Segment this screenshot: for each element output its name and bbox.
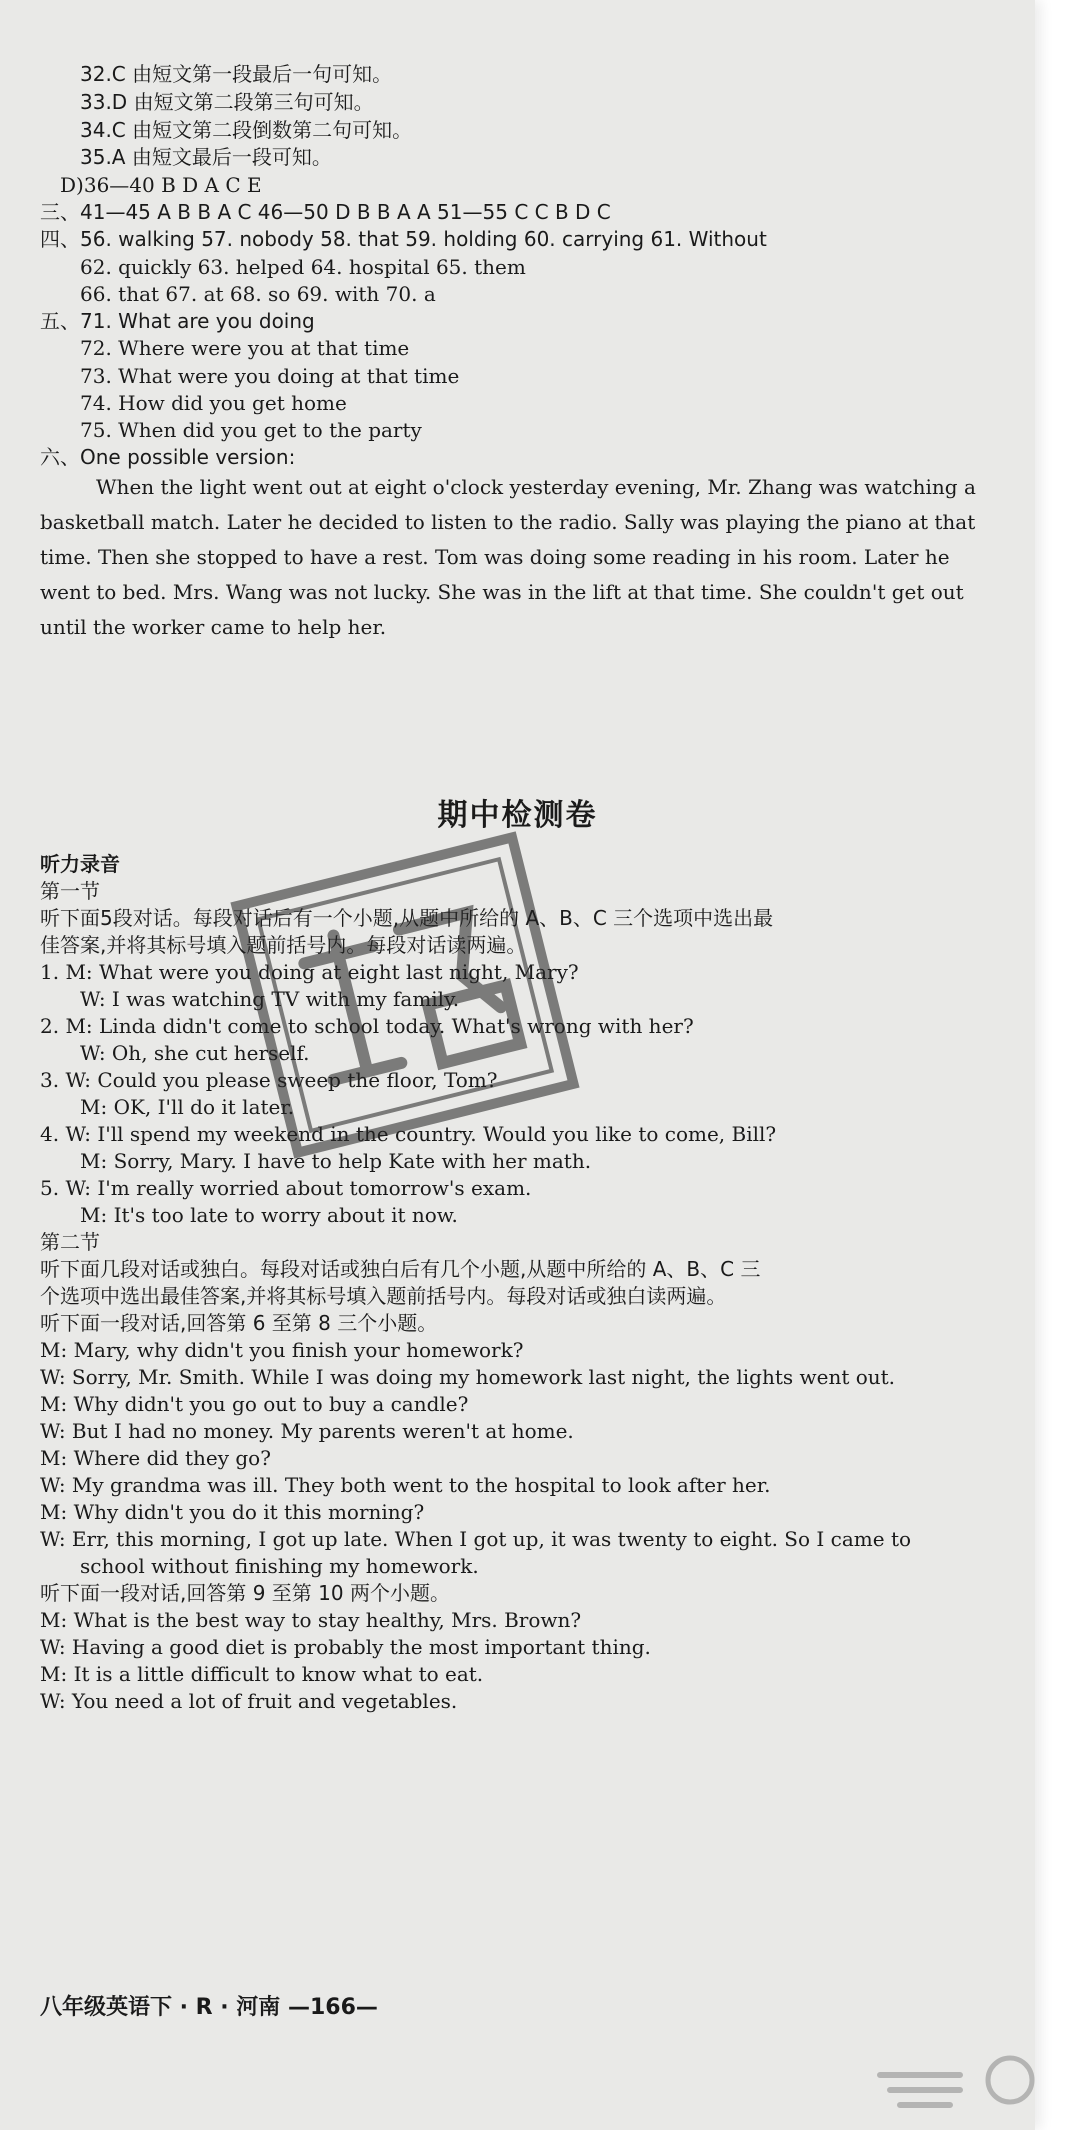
dialogue1-line: 5. W: I'm really worried about tomorrow's exam. (40, 1176, 532, 1200)
dialogue1-line: M: Sorry, Mary. I have to help Kate with her math. (80, 1149, 592, 1173)
part2-instruction-1: 听下面几段对话或独白。每段对话或独白后有几个小题,从题中所给的 A、B、C 三 (40, 1257, 761, 1281)
dialogue2-line: W: My grandma was ill. They both went to the hospital to look after her. (40, 1473, 771, 1497)
section-3-answers: 三、41—45 A B B A C 46—50 D B B A A 51—55 C C B D C (40, 200, 611, 224)
section-title: 期中检测卷 (437, 798, 598, 833)
section-5-71: 五、71. What are you doing (40, 309, 315, 333)
model-essay: When the light went out at eight o'clock yesterday evening, Mr. Zhang was watching a basketball match. Later he decided to listen to the radio. Sally was playing the piano at that time. Then she stopped to have a rest. Tom was doing some reading in his room. Later he went to bed. Mrs. Wang was not lucky. She was in the lift at that time. She couldn't get out until the worker came to help her. (40, 475, 976, 639)
dialogue3-line: M: It is a little difficult to know what to eat. (40, 1662, 484, 1686)
dialogue1-line: M: It's too late to worry about it now. (80, 1203, 458, 1227)
section-6-heading: 六、One possible version: (40, 445, 296, 469)
dialogue1-line: 1. M: What were you doing at eight last night, Mary? (40, 960, 579, 984)
dialogue2-line: M: Mary, why didn't you finish your homework? (40, 1338, 524, 1362)
dialogue3-line: W: You need a lot of fruit and vegetables. (40, 1689, 458, 1713)
watermark-logo-icon (860, 2050, 1060, 2120)
dialogue2-line: M: Why didn't you do it this morning? (40, 1500, 425, 1524)
part1-instruction-1: 听下面5段对话。每段对话后有一个小题,从题中所给的 A、B、C 三个选项中选出最 (40, 906, 774, 930)
section-5-74: 74. How did you get home (80, 391, 347, 415)
dialogue2-line: W: But I had no money. My parents weren't at home. (40, 1419, 574, 1443)
listening-title: 听力录音 (40, 852, 120, 876)
page-footer: 八年级英语下 · R · 河南 —166— (40, 1995, 378, 2020)
section-4-row2: 62. quickly 63. helped 64. hospital 65. them (80, 255, 526, 279)
answer-34: 34.C 由短文第二段倒数第二句可知。 (80, 118, 413, 142)
part1-title: 第一节 (40, 879, 100, 903)
part1-instruction-2: 佳答案,并将其标号填入题前括号内。每段对话读两遍。 (40, 933, 527, 957)
q6-8-instruction: 听下面一段对话,回答第 6 至第 8 三个小题。 (40, 1311, 438, 1335)
dialogue1-line: W: I was watching TV with my family. (80, 987, 460, 1011)
part2-instruction-2: 个选项中选出最佳答案,并将其标号填入题前括号内。每段对话或独白读两遍。 (40, 1284, 727, 1308)
q9-10-instruction: 听下面一段对话,回答第 9 至第 10 两个小题。 (40, 1581, 450, 1605)
dialogue1-line: 2. M: Linda didn't come to school today. What's wrong with her? (40, 1014, 694, 1038)
stamp-logo-icon (227, 828, 583, 1163)
dialogue2-line: school without finishing my homework. (80, 1554, 479, 1578)
section-5-73: 73. What were you doing at that time (80, 364, 460, 388)
section-4-row1: 四、56. walking 57. nobody 58. that 59. holding 60. carrying 61. Without (40, 227, 767, 251)
part2-title: 第二节 (40, 1230, 100, 1254)
dialogue2-line: M: Why didn't you go out to buy a candle? (40, 1392, 469, 1416)
dialogue1-line: 4. W: I'll spend my weekend in the country. Would you like to come, Bill? (40, 1122, 777, 1146)
section-5-75: 75. When did you get to the party (80, 418, 422, 442)
answer-32: 32.C 由短文第一段最后一句可知。 (80, 62, 393, 86)
section-5-72: 72. Where were you at that time (80, 336, 410, 360)
dialogue2-line: W: Err, this morning, I got up late. When I got up, it was twenty to eight. So I came to (40, 1527, 912, 1551)
dialogue2-line: M: Where did they go? (40, 1446, 271, 1470)
dialogue1-line: M: OK, I'll do it later. (80, 1095, 295, 1119)
answer-35: 35.A 由短文最后一段可知。 (80, 145, 332, 169)
answer-33: 33.D 由短文第二段第三句可知。 (80, 90, 374, 114)
section-4-row3: 66. that 67. at 68. so 69. with 70. a (80, 282, 436, 306)
dialogue3-line: W: Having a good diet is probably the most important thing. (40, 1635, 651, 1659)
answer-d36-40: D)36—40 B D A C E (60, 173, 262, 197)
dialogue3-line: M: What is the best way to stay healthy, Mrs. Brown? (40, 1608, 582, 1632)
dialogue2-line: W: Sorry, Mr. Smith. While I was doing my homework last night, the lights went out. (40, 1365, 896, 1389)
dialogue1-line: W: Oh, she cut herself. (80, 1041, 310, 1065)
dialogue1-line: 3. W: Could you please sweep the floor, Tom? (40, 1068, 498, 1092)
